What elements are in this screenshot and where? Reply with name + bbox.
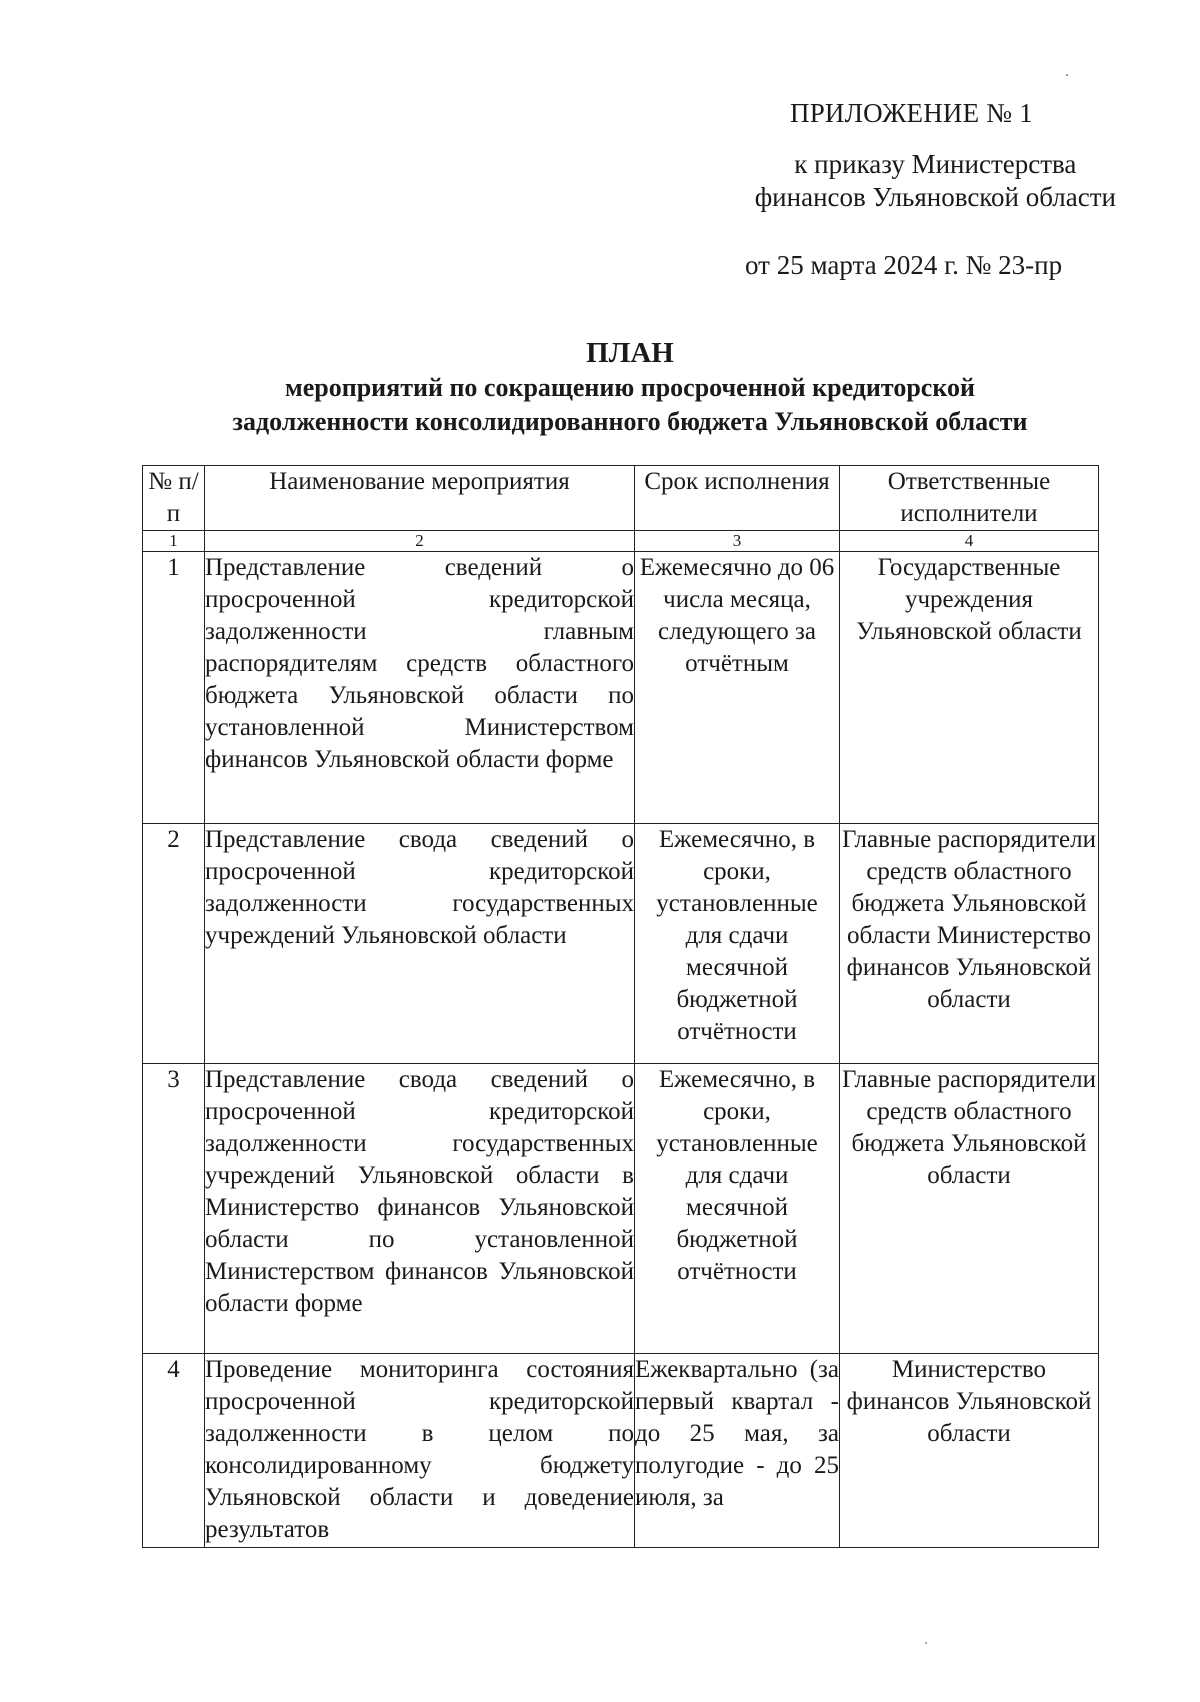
order-reference [755,148,1116,214]
measure-responsible: Государственные учреждения Ульяновской области [840,552,1099,824]
table-row [143,1354,1099,1548]
column-number: 1 [143,531,205,552]
measure-responsible: Главные распорядители средств областного бюджета Ульяновской области [840,1064,1099,1354]
table-row [143,1064,1099,1354]
order-ref-line1: к приказу Министерства [794,149,1077,179]
measure-name: Представление свода сведений о просроченной кредиторской задолженности государственных учреждений Ульяновской области в Министерство финансов Ульяновской области по установленной Министерством финансов Ульяновской области форме [205,1064,635,1354]
column-number: 4 [840,531,1099,552]
order-ref-line2: финансов Ульяновской области [754,182,1116,212]
header-term: Срок исполнения [635,466,840,531]
measure-term: Ежемесячно, в сроки, установленные для сдачи месячной бюджетной отчётности [635,824,840,1064]
header-name: Наименование мероприятия [205,466,635,531]
measure-name: Проведение мониторинга состояния просроченной кредиторской задолженности в целом по консолидированному бюджету Ульяновской области и доведение результатов [205,1354,635,1548]
measure-term: Ежемесячно до 06 числа месяца, следующего за отчётным [635,552,840,824]
measure-term: Ежемесячно, в сроки, установленные для сдачи месячной бюджетной отчётности [635,1064,840,1354]
plan-table [142,465,1099,1548]
scan-speck [1066,74,1068,76]
header-responsible: Ответственные исполнители [840,466,1099,531]
table-row [143,824,1099,1064]
column-number: 3 [635,531,840,552]
title-subtitle-line2: задолженности консолидированного бюджета Ульяновской области [232,407,1028,436]
row-number: 3 [143,1064,205,1354]
row-number: 1 [143,552,205,824]
measure-responsible: Главные распорядители средств областного бюджета Ульяновской области Министерство финансов Ульяновской области [840,824,1099,1064]
table-header-row [143,466,1099,531]
column-number-row [143,531,1099,552]
measure-name: Представление свода сведений о просроченной кредиторской задолженности государственных учреждений Ульяновской области [205,824,635,1064]
title-main: ПЛАН [586,337,674,369]
measure-name: Представление сведений о просроченной кредиторской задолженности главным распорядителям средств областного бюджета Ульяновской области по установленной Министерством финансов Ульяновской области форме [205,552,635,824]
document-title [140,335,1120,439]
row-number: 2 [143,824,205,1064]
row-number: 4 [143,1354,205,1548]
column-number: 2 [205,531,635,552]
order-date: от 25 марта 2024 г. № 23-пр [745,250,1063,280]
table-row [143,552,1099,824]
scan-speck [925,1642,927,1644]
header-num: № п/п [143,466,205,531]
measure-term: Ежеквартально (за первый квартал - до 25 мая, за полугодие - до 25 июля, за [635,1354,840,1548]
appendix-label: ПРИЛОЖЕНИЕ № 1 [790,98,1033,128]
title-subtitle-line1: мероприятий по сокращению просроченной кредиторской [285,373,975,402]
measure-responsible: Министерство финансов Ульяновской области [840,1354,1099,1548]
